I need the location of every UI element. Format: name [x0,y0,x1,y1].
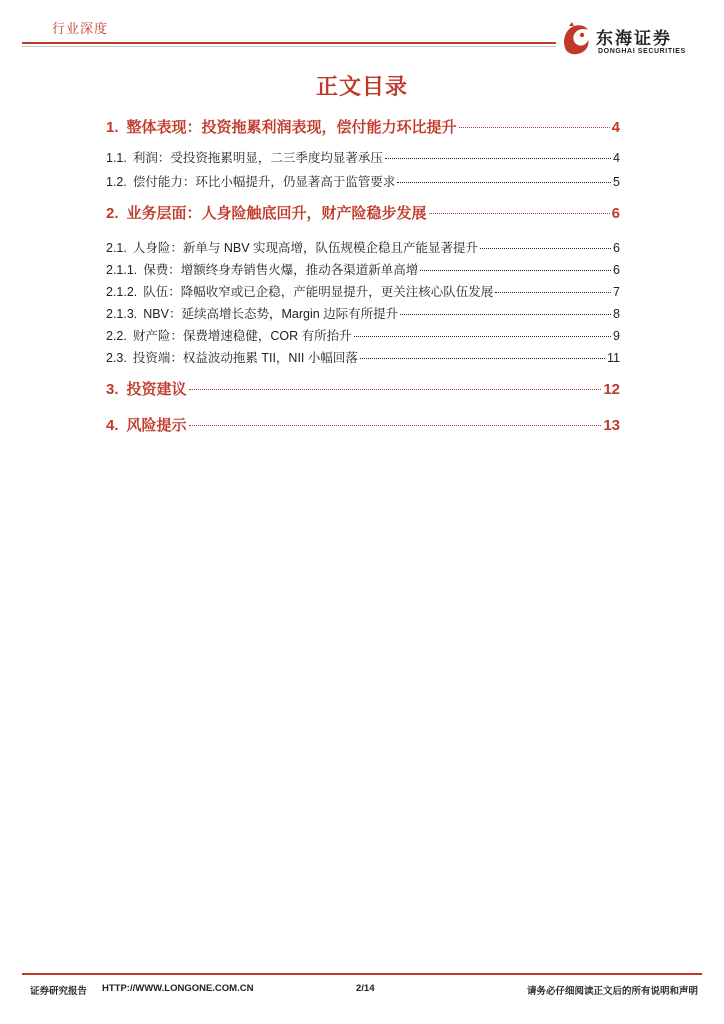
toc-entry-title: 风险提示 [126,417,187,434]
toc-entry[interactable] [106,282,620,300]
header-divider [22,42,556,44]
toc-entry[interactable] [106,116,620,137]
toc-dot-leader [400,314,611,315]
footer-disclaimer: 请务必仔细阅读正文后的所有说明和声明 [526,986,698,997]
toc-entry-number: 2.1.2. [106,285,138,299]
toc-entry[interactable] [106,378,620,399]
toc-entry-title: 人身险：新单与 NBV 实现高增，队伍规模企稳且产能显著提升 [132,241,479,255]
toc-dot-leader [360,358,605,359]
logo-chinese-name: 东海证券 [596,29,672,48]
toc-entry-number: 2.3. [106,351,127,365]
toc-dot-leader [429,213,610,214]
toc-dot-leader [397,182,611,183]
toc-entry[interactable] [106,172,620,190]
toc-entry-title: NBV：延续高增长态势，Margin 边际有所提升 [143,307,399,321]
toc-dot-leader [495,292,611,293]
toc-entry-number: 2.2. [106,329,127,343]
toc-entry-number: 2.1.3. [106,307,138,321]
toc-entry-page: 4 [611,119,620,136]
toc-dot-leader [385,158,611,159]
toc-dot-leader [480,248,611,249]
toc-entry-title: 整体表现：投资拖累利润表现，偿付能力环比提升 [126,119,457,136]
toc-entry-page: 7 [613,285,620,299]
toc-entry-number: 2.1.1. [106,263,138,277]
toc-entry-number: 2.1. [106,241,127,255]
toc-entry-page: 9 [613,329,620,343]
header-divider-gray [22,46,556,47]
toc-entry-page: 6 [613,263,620,277]
toc-entry-page: 11 [607,351,620,365]
dragon-logo-icon [560,20,594,58]
footer-divider [22,973,702,975]
toc-entry[interactable] [106,148,620,166]
donghai-logo [560,20,710,60]
toc-entry-page: 5 [613,175,620,189]
toc-entry[interactable] [106,202,620,223]
toc-entry-title: 队伍：降幅收窄或已企稳，产能明显提升，更关注核心队伍发展 [143,285,494,299]
toc-entry-page: 13 [603,417,620,434]
toc-dot-leader [189,425,602,426]
toc-entry[interactable] [106,260,620,278]
toc-title: 正文目录 [315,74,408,99]
toc-entry-number: 1.1. [106,151,127,165]
toc-entry[interactable] [106,348,620,366]
toc-dot-leader [189,389,602,390]
toc-entry-page: 8 [613,307,620,321]
toc-entry-title: 偿付能力：环比小幅提升，仍显著高于监管要求 [132,175,396,189]
footer-page-number: 2/14 [356,983,375,994]
logo-english-name: DONGHAI SECURITIES [598,48,686,55]
toc-entry-number: 3. [106,381,119,398]
toc-entry-number: 1.2. [106,175,127,189]
toc-entry-title: 投资建议 [126,381,187,398]
toc-entry-number: 1. [106,119,119,136]
footer-website-link[interactable]: HTTP://WWW.LONGONE.COM.CN [102,983,254,994]
toc-entry[interactable] [106,414,620,435]
toc-entry-title: 财产险：保费增速稳健，COR 有所抬升 [132,329,352,343]
toc-entry[interactable] [106,304,620,322]
toc-entry-page: 6 [613,241,620,255]
header-tag: 行业深度 [52,21,109,36]
toc-entry-page: 12 [603,381,620,398]
toc-entry-title: 投资端：权益波动拖累 TII，NII 小幅回落 [132,351,358,365]
toc-entry-number: 4. [106,417,119,434]
toc-entry-page: 6 [611,205,620,222]
toc-entry[interactable] [106,326,620,344]
toc-entry-number: 2. [106,205,119,222]
toc-dot-leader [459,127,610,128]
footer-report-type: 证券研究报告 [30,986,88,997]
toc-dot-leader [420,270,611,271]
toc-entry-page: 4 [613,151,620,165]
toc-entry-title: 保费：增额终身寿销售火爆，推动各渠道新单高增 [143,263,419,277]
toc-entry-title: 利润：受投资拖累明显，二三季度均显著承压 [132,151,383,165]
toc-entry-title: 业务层面：人身险触底回升，财产险稳步发展 [126,205,427,222]
toc-dot-leader [354,336,611,337]
toc-entry[interactable] [106,238,620,256]
